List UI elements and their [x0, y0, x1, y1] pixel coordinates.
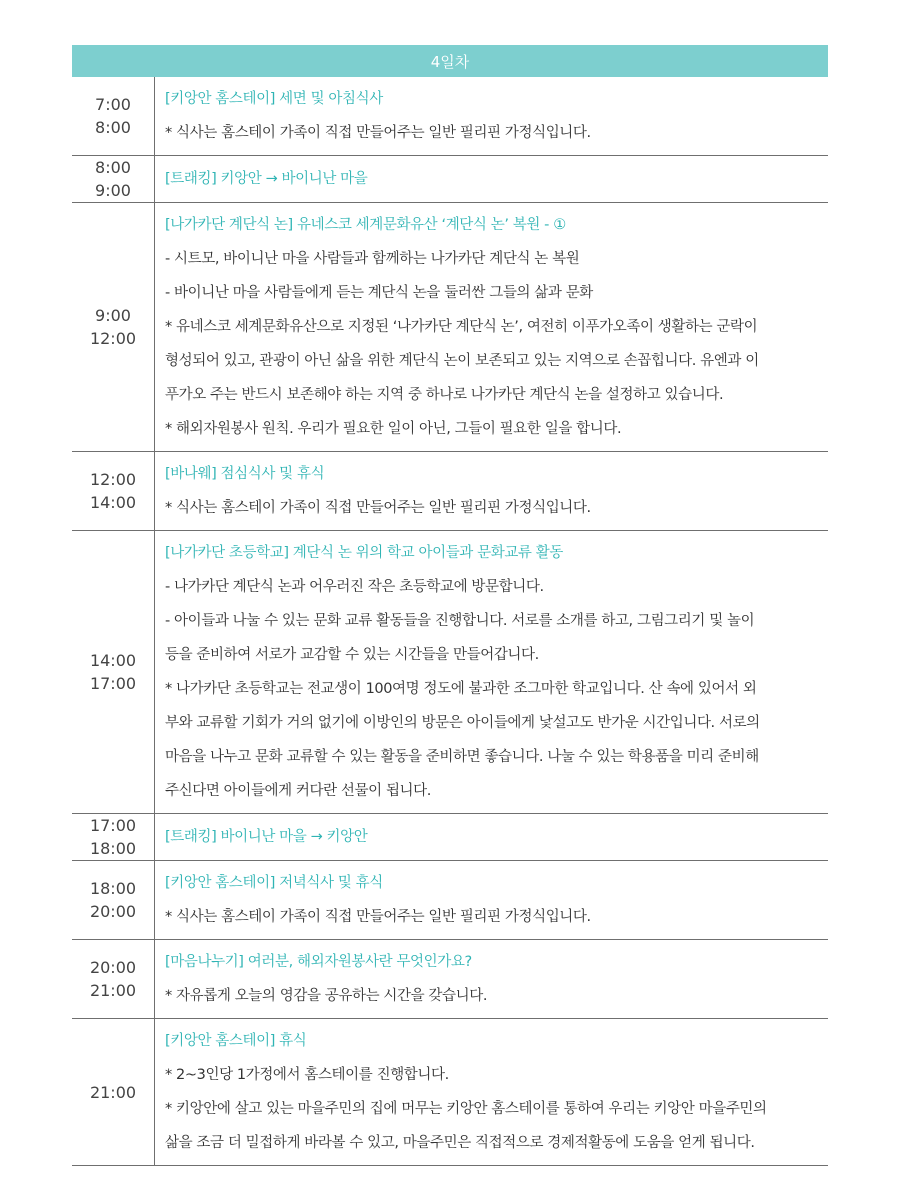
activity-title: [키앙안 홈스테이] 휴식 [165, 1033, 307, 1049]
end-time: 20:00 [89, 902, 137, 921]
activity-detail: 부와 교류할 기회가 거의 없기에 이방인의 방문은 아이들에게 낯설고도 반가운 시간입니다. 서로의 [165, 715, 760, 731]
start-time: 12:00 [89, 470, 137, 489]
activity-detail: * 식사는 홈스테이 가족이 직접 만들어주는 일반 필리핀 가정식입니다. [165, 500, 591, 516]
activity-detail: 형성되어 있고, 관광이 아닌 삶을 위한 계단식 논이 보존되고 있는 지역으로 손꼽힙니다. 유엔과 이 [165, 353, 759, 369]
time-cell [72, 814, 155, 861]
time-cell [72, 77, 155, 156]
activity-detail: * 유네스코 세계문화유산으로 지정된 ‘나가카단 계단식 논’, 여전히 이푸가오족이 생활하는 군락이 [165, 319, 758, 335]
activity-title: [나가카단 초등학교] 계단식 논 위의 학교 아이들과 문화교류 활동 [165, 545, 563, 561]
time-cell [72, 156, 155, 203]
activity-title: [나가카단 계단식 논] 유네스코 세계문화유산 ‘계단식 논’ 복원 - ① [165, 217, 566, 233]
activity-title: [트래킹] 바이니난 마을 → 키앙안 [165, 829, 368, 845]
activity-cell [155, 203, 829, 452]
start-time: 17:00 [89, 816, 137, 835]
activity-detail: 주신다면 아이들에게 커다란 선물이 됩니다. [165, 783, 431, 799]
end-time: 12:00 [89, 329, 137, 348]
time-cell [72, 452, 155, 531]
activity-detail: * 키앙안에 살고 있는 마을주민의 집에 머무는 키앙안 홈스테이를 통하여 우리는 키앙안 마을주민의 [165, 1101, 767, 1117]
start-time: 21:00 [89, 1082, 137, 1102]
day-header: 4일차 [72, 45, 828, 77]
activity-title: [마음나누기] 여러분, 해외자원봉사란 무엇인가요? [165, 954, 472, 970]
schedule-row [72, 203, 828, 452]
start-time: 14:00 [89, 651, 137, 670]
activity-title: [키앙안 홈스테이] 세면 및 아침식사 [165, 91, 383, 107]
activity-title: [트래킹] 키앙안 → 바이니난 마을 [165, 171, 368, 187]
schedule [72, 45, 828, 1166]
activity-detail: * 식사는 홈스테이 가족이 직접 만들어주는 일반 필리핀 가정식입니다. [165, 125, 591, 141]
schedule-row [72, 452, 828, 531]
time-cell [72, 203, 155, 452]
activity-title: [키앙안 홈스테이] 저녁식사 및 휴식 [165, 875, 383, 891]
activity-cell [155, 861, 829, 940]
schedule-row [72, 1019, 828, 1166]
activity-detail: 삶을 조금 더 밀접하게 바라볼 수 있고, 마을주민은 직접적으로 경제적활동에 도움을 얻게 됩니다. [165, 1135, 755, 1151]
time-cell [72, 940, 155, 1019]
schedule-row [72, 940, 828, 1019]
end-time: 14:00 [89, 493, 137, 512]
activity-title: [바나웨] 점심식사 및 휴식 [165, 466, 325, 482]
schedule-row [72, 814, 828, 861]
time-cell [72, 1019, 155, 1166]
activity-cell [155, 940, 829, 1019]
schedule-row [72, 531, 828, 814]
schedule-row [72, 77, 828, 156]
time-cell [72, 531, 155, 814]
start-time: 9:00 [95, 306, 131, 325]
start-time: 18:00 [89, 879, 137, 898]
activity-cell [155, 531, 829, 814]
end-time: 9:00 [95, 181, 131, 200]
activity-detail: 등을 준비하여 서로가 교감할 수 있는 시간들을 만들어갑니다. [165, 647, 539, 663]
activity-detail: 마음을 나누고 문화 교류할 수 있는 활동을 준비하면 좋습니다. 나눌 수 있는 학용품을 미리 준비해 [165, 749, 759, 765]
activity-cell [155, 1019, 829, 1166]
activity-detail: - 나가카단 계단식 논과 어우러진 작은 초등학교에 방문합니다. [165, 579, 544, 595]
activity-cell [155, 156, 829, 203]
activity-detail: * 2~3인당 1가정에서 홈스테이를 진행합니다. [165, 1067, 449, 1083]
activity-detail: - 시트모, 바이니난 마을 사람들과 함께하는 나가카단 계단식 논 복원 [165, 251, 580, 267]
activity-detail: 푸가오 주는 반드시 보존해야 하는 지역 중 하나로 나가카단 계단식 논을 설정하고 있습니다. [165, 387, 724, 403]
schedule-row [72, 156, 828, 203]
start-time: 8:00 [95, 158, 131, 177]
schedule-row [72, 861, 828, 940]
activity-cell [155, 452, 829, 531]
schedule-table [72, 77, 828, 1166]
activity-detail: * 해외자원봉사 원칙. 우리가 필요한 일이 아닌, 그들이 필요한 일을 합니다. [165, 421, 622, 437]
end-time: 18:00 [89, 839, 137, 858]
activity-detail: - 바이니난 마을 사람들에게 듣는 계단식 논을 둘러싼 그들의 삶과 문화 [165, 285, 593, 301]
activity-detail: * 식사는 홈스테이 가족이 직접 만들어주는 일반 필리핀 가정식입니다. [165, 909, 591, 925]
start-time: 20:00 [89, 958, 137, 977]
start-time: 7:00 [95, 95, 131, 114]
activity-cell [155, 77, 829, 156]
activity-detail: * 나가카단 초등학교는 전교생이 100여명 정도에 불과한 조그마한 학교입니다. 산 속에 있어서 외 [165, 681, 757, 697]
time-cell [72, 861, 155, 940]
end-time: 21:00 [89, 981, 137, 1000]
activity-detail: - 아이들과 나눌 수 있는 문화 교류 활동들을 진행합니다. 서로를 소개를 하고, 그림그리기 및 놀이 [165, 613, 755, 629]
end-time: 17:00 [89, 674, 137, 693]
end-time: 8:00 [95, 118, 131, 137]
activity-detail: * 자유롭게 오늘의 영감을 공유하는 시간을 갖습니다. [165, 988, 488, 1004]
activity-cell [155, 814, 829, 861]
